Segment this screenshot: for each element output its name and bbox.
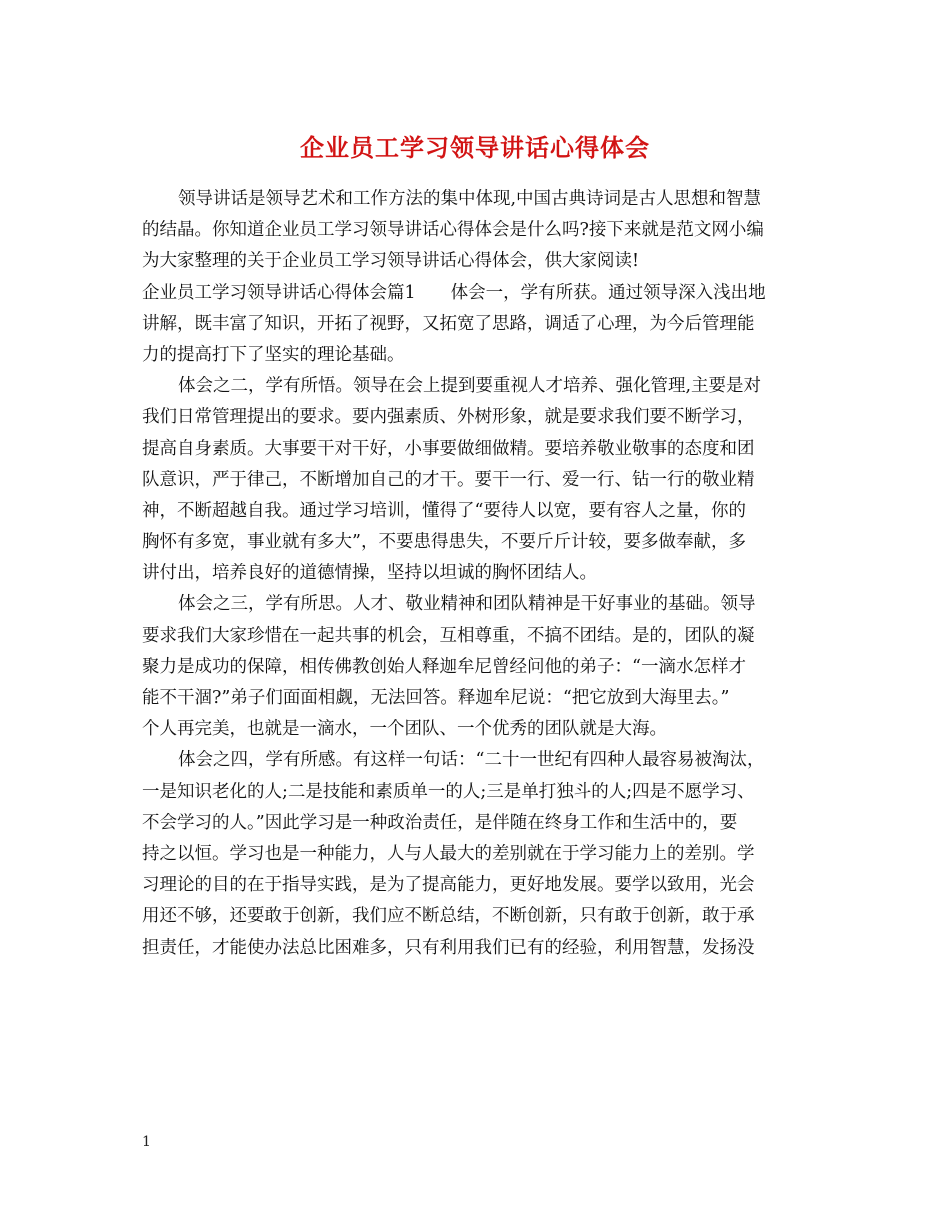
text-line: 讲解，既丰富了知识，开拓了视野，又拓宽了思路，调适了心理，为今后管理能	[142, 313, 755, 334]
text-line: 讲付出，培养良好的道德情操，坚持以坦诚的胸怀团结人。	[142, 563, 597, 584]
document-body	[142, 184, 810, 964]
document-title: 企业员工学习领导讲话心得体会	[300, 134, 650, 162]
text-line: 企业员工学习领导讲话心得体会篇1 体会一，学有所获。通过领导深入浅出地	[142, 282, 766, 303]
text-line: 能不干涸?”弟子们面面相觑，无法回答。释迦牟尼说：“把它放到大海里去。”	[142, 688, 730, 708]
text-line: 用还不够，还要敢于创新，我们应不断总结，不断创新，只有敢于创新，敢于承	[142, 906, 755, 927]
text-line: 习理论的目的在于指导实践，是为了提高能力，更好地发展。要学以致用，光会	[142, 875, 755, 896]
text-line: 力的提高打下了坚实的理论基础。	[142, 344, 405, 365]
text-line: 体会之三，学有所思。人才、敬业精神和团队精神是干好事业的基础。领导	[178, 594, 756, 615]
text-line: 我们日常管理提出的要求。要内强素质、外树形象，就是要求我们要不断学习，	[142, 407, 755, 428]
text-line: 要求我们大家珍惜在一起共事的机会，互相尊重，不搞不团结。是的，团队的凝	[142, 625, 755, 646]
text-line: 神，不断超越自我。通过学习培训，懂得了“要待人以宽，要有容人之量，你的	[142, 500, 746, 521]
text-line: 不会学习的人。”因此学习是一种政治责任，是伴随在终身工作和生活中的，要	[142, 812, 738, 833]
text-line: 队意识，严于律己，不断增加自己的才干。要干一行、爱一行、钻一行的敬业精	[142, 469, 755, 490]
text-line: 担责任，才能使办法总比困难多，只有利用我们已有的经验，利用智慧，发扬没	[142, 937, 755, 958]
text-line: 领导讲话是领导艺术和工作方法的集中体现,中国古典诗词是古人思想和智慧	[178, 189, 762, 209]
text-line: 一是知识老化的人;二是技能和素质单一的人;三是单打独斗的人;四是不愿学习、	[142, 781, 755, 802]
text-line: 个人再完美，也就是一滴水，一个团队、一个优秀的团队就是大海。	[142, 719, 667, 740]
page-number: 1	[142, 1134, 151, 1150]
text-line: 体会之四，学有所感。有这样一句话：“二十一世纪有四种人最容易被淘汰，	[178, 750, 765, 771]
text-line: 持之以恒。学习也是一种能力，人与人最大的差别就在于学习能力上的差别。学	[142, 843, 755, 864]
text-line: 聚力是成功的保障，相传佛教创始人释迦牟尼曾经问他的弟子：“一滴水怎样才	[142, 656, 746, 677]
text-line: 的结晶。你知道企业员工学习领导讲话心得体会是什么吗?接下来就是范文网小编	[142, 220, 764, 241]
text-line: 胸怀有多宽，事业就有多大”，不要患得患失，不要斤斤计较，要多做奉献，多	[142, 532, 746, 553]
text-line: 提高自身素质。大事要干对干好，小事要做细做精。要培养敬业敬事的态度和团	[142, 438, 755, 459]
text-line: 为大家整理的关于企业员工学习领导讲话心得体会，供大家阅读!	[142, 251, 640, 272]
text-line: 体会之二，学有所悟。领导在会上提到要重视人才培养、强化管理,主要是对	[178, 376, 762, 397]
